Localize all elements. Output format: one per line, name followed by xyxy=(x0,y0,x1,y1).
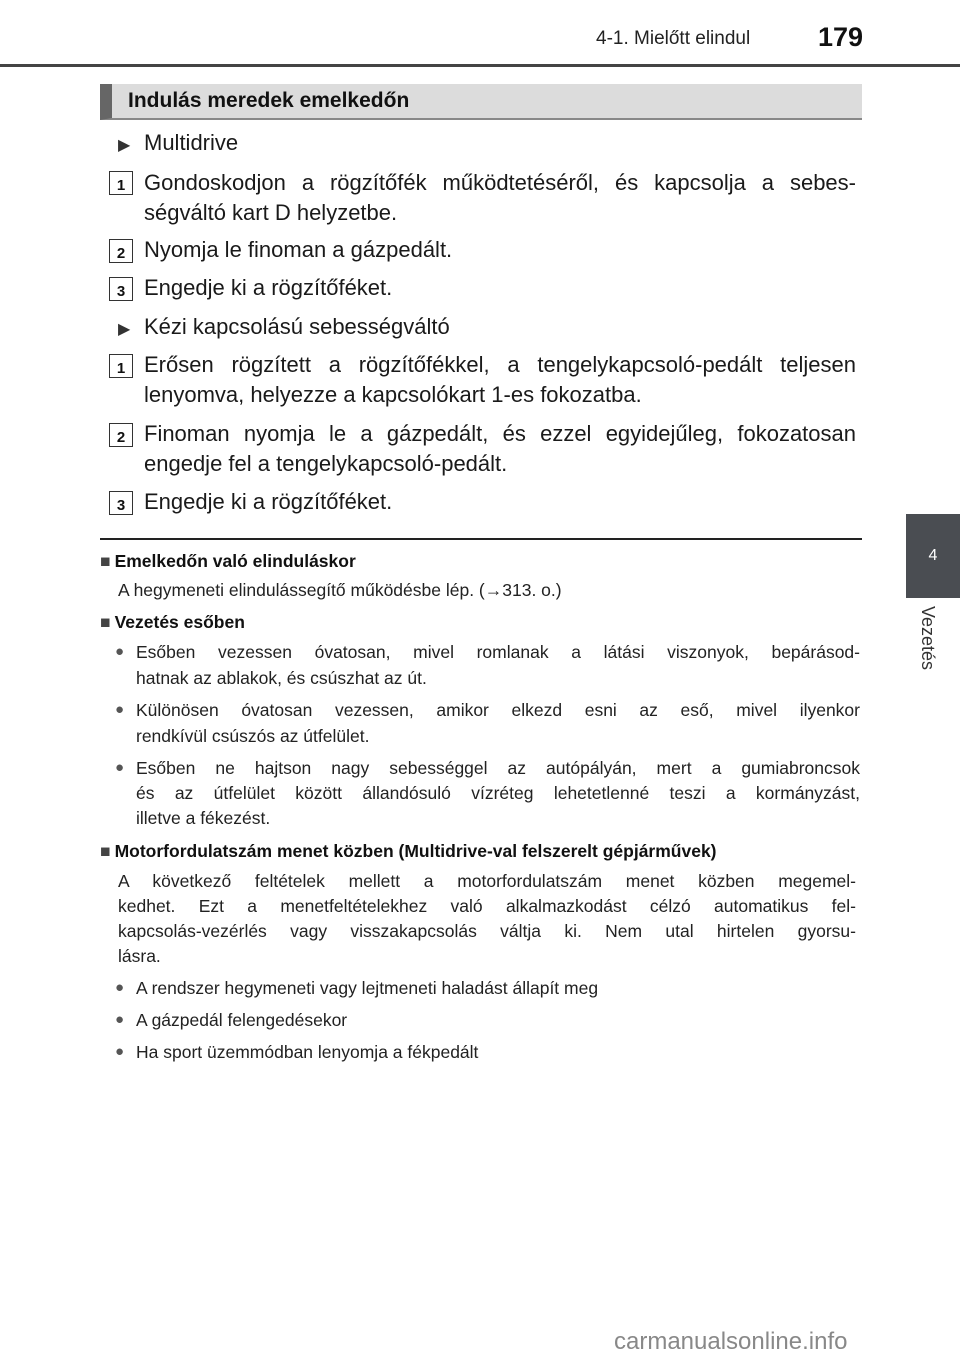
section-title-bar xyxy=(100,84,862,120)
step-number-box: 3 xyxy=(109,491,133,515)
bullet-text: Különösen óvatosan vezessen, amikor elkezd esni az eső, mivel ilyenkor xyxy=(136,700,860,720)
header-divider xyxy=(0,64,960,67)
step-text: ségváltó kart D helyzetbe. xyxy=(144,200,398,225)
bullet-text: A gázpedál felengedésekor xyxy=(136,1010,348,1030)
step-number-box: 2 xyxy=(109,423,133,447)
circle-bullet-icon: ● xyxy=(115,1011,125,1028)
square-bullet-icon: ■ xyxy=(100,841,111,861)
bullet-text: illetve a fékezést. xyxy=(136,808,271,828)
bullet-text: és az útfelület között állandósuló vízréteg lehetetlenné teszi a kormányzást, xyxy=(136,783,860,803)
note-heading: ■ Motorfordulatszám menet közben (Multidrive-val felszerelt gépjárművek) xyxy=(100,841,717,861)
section-title: Indulás meredek emelkedőn xyxy=(128,89,410,112)
page-number: 179 xyxy=(818,22,864,52)
section-divider xyxy=(100,538,862,540)
note-heading: ■ Vezetés esőben xyxy=(100,612,245,632)
step-text: Erősen rögzített a rögzítőfékkel, a tengelykapcsoló-pedált teljesen xyxy=(144,352,856,377)
step-text: engedje fel a tengelykapcsoló-pedált. xyxy=(144,451,508,476)
step-text: Finoman nyomja le a gázpedált, és ezzel egyidejűleg, fokozatosan xyxy=(144,421,856,446)
step-text: lenyomva, helyezze a kapcsolókart 1-es fokozatba. xyxy=(144,382,642,407)
step-text: Engedje ki a rögzítőféket. xyxy=(144,489,393,514)
step-text: Nyomja le finoman a gázpedált. xyxy=(144,237,453,262)
bullet-text: rendkívül csúszós az útfelület. xyxy=(136,726,370,746)
watermark: carmanualsonline.info xyxy=(614,1328,848,1355)
chapter-title: Vezetés xyxy=(918,606,938,671)
step-number-box: 1 xyxy=(109,354,133,378)
running-header: 4-1. Mielőtt elindul xyxy=(596,28,751,49)
step-text: Gondoskodjon a rögzítőfék működtetéséről, és kapcsolja a sebes- xyxy=(144,170,856,195)
manual-heading: Kézi kapcsolású sebességváltó xyxy=(144,314,450,339)
circle-bullet-icon: ● xyxy=(115,643,125,660)
step-text: Engedje ki a rögzítőféket. xyxy=(144,275,393,300)
chapter-tab xyxy=(906,514,960,598)
triangle-bullet-icon: ▶ xyxy=(118,321,131,338)
note-text: lásra. xyxy=(118,946,161,966)
circle-bullet-icon: ● xyxy=(115,979,125,996)
multidrive-heading: Multidrive xyxy=(144,130,239,155)
bullet-text: Esőben ne hajtson nagy sebességgel az autópályán, mert a gumiabroncsok xyxy=(136,758,860,778)
step-number-box: 2 xyxy=(109,239,133,263)
square-bullet-icon: ■ xyxy=(100,551,111,571)
circle-bullet-icon: ● xyxy=(115,759,125,776)
step-number-box: 1 xyxy=(109,171,133,195)
note-text: kedhet. Ezt a menetfeltételekhez való alkalmazkodást célzó automatikus fel- xyxy=(118,896,856,916)
note-text: kapcsolás-vezérlés vagy visszakapcsolás váltja ki. Nem utal hirtelen gyorsu- xyxy=(118,921,856,941)
bullet-text: hatnak az ablakok, és csúszhat az út. xyxy=(136,668,427,688)
bullet-text: A rendszer hegymeneti vagy lejtmeneti haladást állapít meg xyxy=(136,978,599,998)
step-number-box: 3 xyxy=(109,277,133,301)
note-heading: ■ Emelkedőn való elinduláskor xyxy=(100,551,356,571)
circle-bullet-icon: ● xyxy=(115,1043,125,1060)
note-text: A következő feltételek mellett a motorfordulatszám menet közben megemel- xyxy=(118,871,856,891)
note-text: A hegymeneti elindulássegítő működésbe lép. (→313. o.) xyxy=(118,580,562,600)
bullet-text: Ha sport üzemmódban lenyomja a fékpedált xyxy=(136,1042,479,1062)
triangle-bullet-icon: ▶ xyxy=(118,137,131,154)
circle-bullet-icon: ● xyxy=(115,701,125,718)
bullet-text: Esőben vezessen óvatosan, mivel romlanak a látási viszonyok, bepárásod- xyxy=(136,642,860,662)
square-bullet-icon: ■ xyxy=(100,612,111,632)
chapter-number: 4 xyxy=(928,547,938,564)
